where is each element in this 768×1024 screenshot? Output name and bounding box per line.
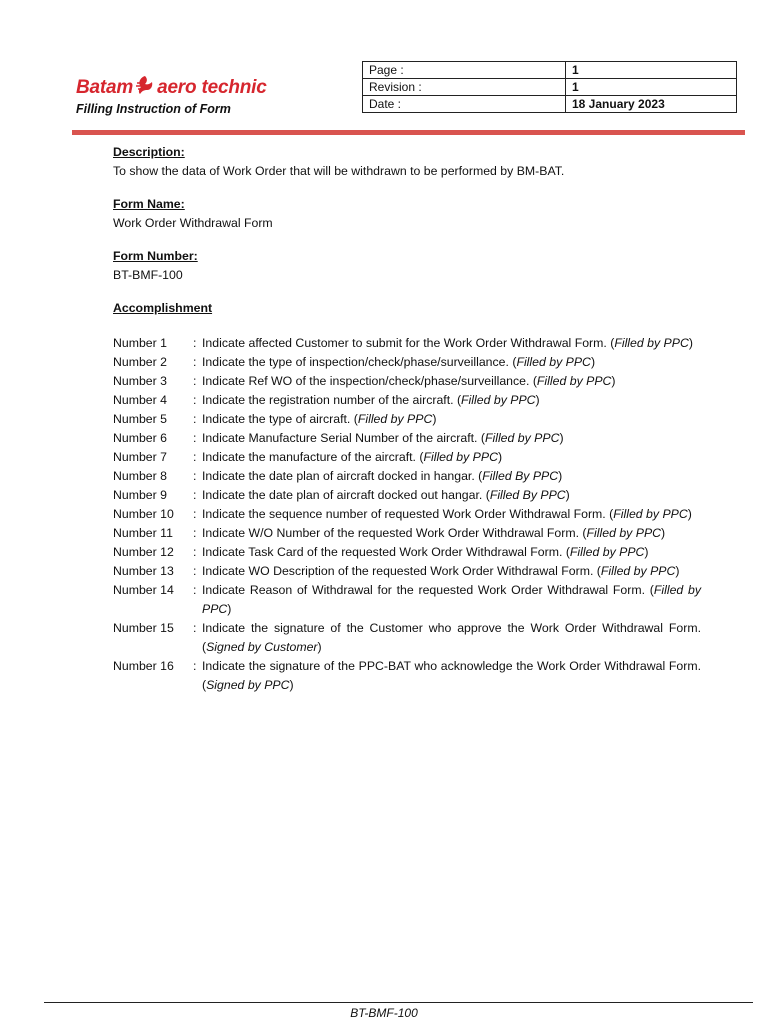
item-number: Number 4 (113, 393, 167, 407)
list-item: Number 2 : Indicate the type of inspection/check/phase/surveillance. (Filled by PPC) (113, 353, 701, 372)
item-number: Number 8 (113, 469, 167, 483)
item-text: Indicate Reason of Withdrawal for the requested Work Order Withdrawal Form. (Filled by PPC) (202, 583, 701, 616)
meta-row-date (363, 96, 737, 113)
item-number: Number 11 (113, 526, 173, 540)
list-item: Number 11 : Indicate W/O Number of the requested Work Order Withdrawal Form. (Filled by PPC) (113, 524, 701, 543)
company-logo (76, 74, 267, 102)
item-number: Number 3 (113, 374, 167, 388)
item-text: Indicate the signature of the Customer who approve the Work Order Withdrawal Form. (Signed by Customer) (202, 621, 701, 654)
item-text: Indicate the sequence number of requested Work Order Withdrawal Form. (Filled by PPC) (202, 507, 692, 521)
meta-label: Revision : (363, 79, 566, 96)
list-item: Number 5 : Indicate the type of aircraft. (Filled by PPC) (113, 410, 701, 429)
item-text: Indicate the date plan of aircraft docked in hangar. (Filled By PPC) (202, 469, 563, 483)
list-item: Number 8 : Indicate the date plan of aircraft docked in hangar. (Filled By PPC) (113, 467, 701, 486)
form-name-heading: Form Name: (113, 197, 185, 211)
item-number: Number 13 (113, 564, 174, 578)
item-text: Indicate Ref WO of the inspection/check/phase/surveillance. (Filled by PPC) (202, 374, 616, 388)
item-number: Number 1 (113, 336, 167, 350)
item-number: Number 12 (113, 545, 174, 559)
item-number: Number 10 (113, 507, 174, 521)
item-number: Number 9 (113, 488, 167, 502)
item-text: Indicate the signature of the PPC-BAT who acknowledge the Work Order Withdrawal Form. (Signed by PPC) (202, 659, 701, 692)
item-number: Number 16 (113, 659, 174, 673)
list-item: Number 10 : Indicate the sequence number of requested Work Order Withdrawal Form. (Filled by PPC) (113, 505, 701, 524)
item-text: Indicate the type of aircraft. (Filled by PPC) (202, 412, 437, 426)
item-number: Number 5 (113, 412, 167, 426)
meta-value: 1 (566, 79, 737, 96)
form-name-value: Work Order Withdrawal Form (113, 216, 273, 230)
item-text: Indicate W/O Number of the requested Work Order Withdrawal Form. (Filled by PPC) (202, 526, 666, 540)
item-text: Indicate WO Description of the requested Work Order Withdrawal Form. (Filled by PPC) (202, 564, 680, 578)
logo-text-aero-technic: aero technic (157, 77, 267, 99)
accomplishment-heading: Accomplishment (113, 301, 213, 315)
meta-label: Date : (363, 96, 566, 113)
list-item: Number 3 : Indicate Ref WO of the inspection/check/phase/surveillance. (Filled by PPC) (113, 372, 701, 391)
list-item: Number 14 : Indicate Reason of Withdrawal for the requested Work Order Withdrawal Form. (Filled by PPC) (113, 581, 701, 619)
meta-value: 18 January 2023 (566, 96, 737, 113)
list-item: Number 13 : Indicate WO Description of the requested Work Order Withdrawal Form. (Filled by PPC) (113, 562, 701, 581)
item-text: Indicate Manufacture Serial Number of the aircraft. (Filled by PPC) (202, 431, 564, 445)
item-number: Number 2 (113, 355, 167, 369)
meta-label: Page : (363, 62, 566, 79)
footer-doc-number: BT-BMF-100 (350, 1006, 418, 1020)
accomplishment-list (113, 334, 701, 695)
item-number: Number 6 (113, 431, 167, 445)
item-text: Indicate the manufacture of the aircraft. (Filled by PPC) (202, 450, 503, 464)
header-divider (72, 130, 745, 135)
item-number: Number 15 (113, 621, 174, 635)
item-number: Number 14 (113, 583, 174, 597)
item-text: Indicate Task Card of the requested Work Order Withdrawal Form. (Filled by PPC) (202, 545, 649, 559)
description-heading: Description: (113, 145, 185, 159)
list-item: Number 12 : Indicate Task Card of the requested Work Order Withdrawal Form. (Filled by PPC) (113, 543, 701, 562)
page-subtitle: Filling Instruction of Form (76, 102, 231, 116)
item-text: Indicate affected Customer to submit for the Work Order Withdrawal Form. (Filled by PPC) (202, 336, 693, 350)
document-body (113, 143, 701, 695)
bird-logo-icon (135, 74, 155, 102)
form-number-heading: Form Number: (113, 249, 198, 263)
list-item: Number 7 : Indicate the manufacture of the aircraft. (Filled by PPC) (113, 448, 701, 467)
item-number: Number 7 (113, 450, 167, 464)
form-number-value: BT-BMF-100 (113, 268, 183, 282)
list-item: Number 9 : Indicate the date plan of aircraft docked out hangar. (Filled By PPC) (113, 486, 701, 505)
item-text: Indicate the date plan of aircraft docked out hangar. (Filled By PPC) (202, 488, 570, 502)
list-item: Number 6 : Indicate Manufacture Serial Number of the aircraft. (Filled by PPC) (113, 429, 701, 448)
item-text: Indicate the type of inspection/check/phase/surveillance. (Filled by PPC) (202, 355, 596, 369)
meta-row-page (363, 62, 737, 79)
list-item: Number 16 : Indicate the signature of the PPC-BAT who acknowledge the Work Order Withdrawal Form. (Signed by PPC) (113, 657, 701, 695)
description-text: To show the data of Work Order that will be withdrawn to be performed by BM-BAT. (113, 164, 565, 178)
list-item: Number 4 : Indicate the registration number of the aircraft. (Filled by PPC) (113, 391, 701, 410)
list-item: Number 1 : Indicate affected Customer to submit for the Work Order Withdrawal Form. (Filled by PPC) (113, 334, 701, 353)
list-item: Number 15 : Indicate the signature of the Customer who approve the Work Order Withdrawal Form. (Signed by Customer) (113, 619, 701, 657)
footer-divider (44, 1002, 753, 1003)
logo-text-batam: Batam (76, 77, 134, 99)
meta-row-revision (363, 79, 737, 96)
meta-value: 1 (566, 62, 737, 79)
document-meta-table (362, 61, 737, 113)
item-text: Indicate the registration number of the aircraft. (Filled by PPC) (202, 393, 540, 407)
